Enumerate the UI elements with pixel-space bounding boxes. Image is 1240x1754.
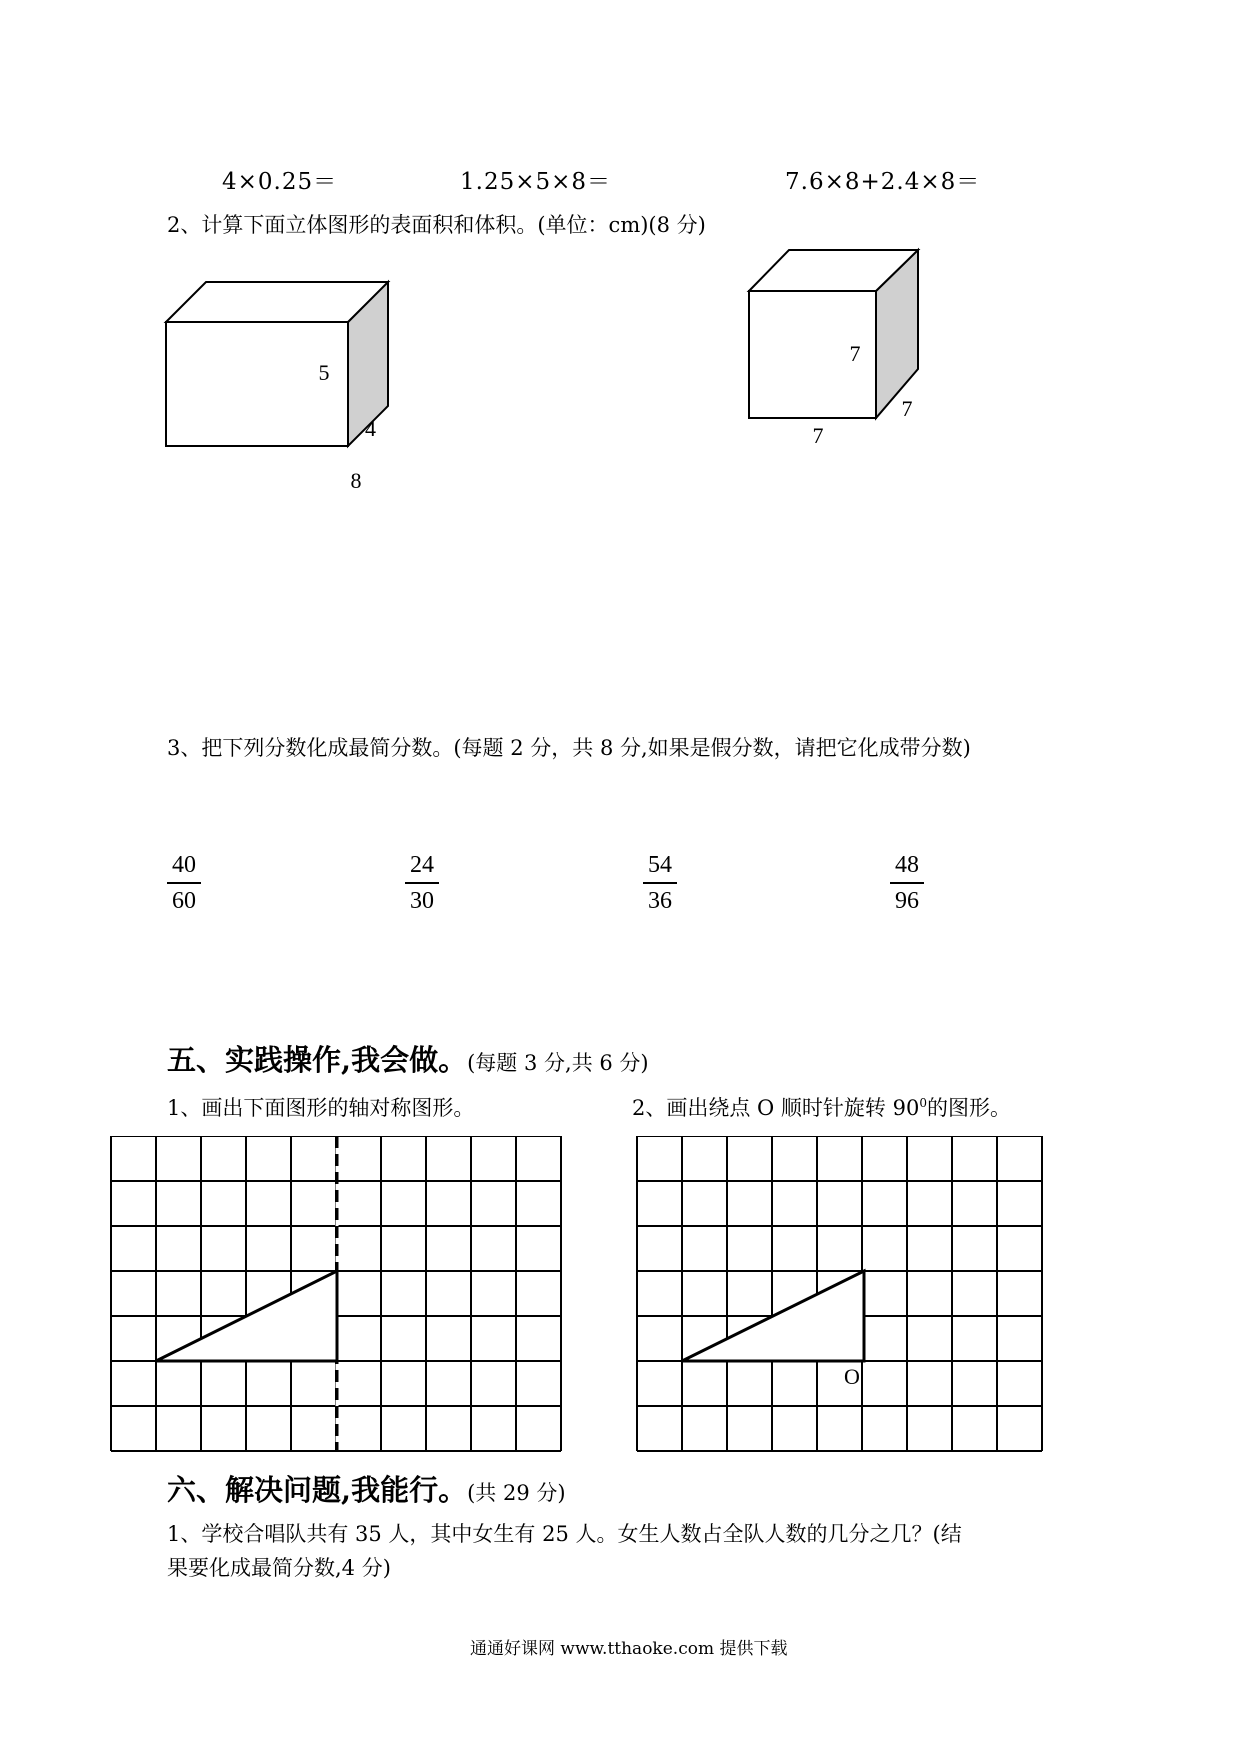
cuboid-figure xyxy=(150,270,450,490)
fraction-2 xyxy=(405,850,439,916)
cube-figure xyxy=(740,240,940,460)
fraction-3-numerator: 54 xyxy=(648,852,672,878)
fraction-3-bar xyxy=(643,882,677,884)
section-5-note: (每题 3 分,共 6 分) xyxy=(467,1051,649,1075)
fraction-3 xyxy=(643,850,677,916)
section-5-question-1: 1、画出下面图形的轴对称图形。 xyxy=(167,1096,475,1120)
fraction-2-bar xyxy=(405,882,439,884)
expression-3: 7.6×8+2.4×8＝ xyxy=(785,169,981,195)
symmetry-grid xyxy=(108,1136,564,1456)
section-5-question-2 xyxy=(632,1092,1011,1122)
fraction-1-bar xyxy=(167,882,201,884)
cuboid-length-label: 8 xyxy=(350,468,362,490)
fraction-1 xyxy=(167,850,201,916)
fraction-4-numerator: 48 xyxy=(895,852,919,878)
question-3-text: 3、把下列分数化成最简分数。(每题 2 分，共 8 分,如果是假分数，请把它化成带分数) xyxy=(167,736,971,760)
rotation-point-label: O xyxy=(844,1364,860,1389)
section-6-question-1-line-1: 1、学校合唱队共有 35 人，其中女生有 25 人。女生人数占全队人数的几分之几？(结 xyxy=(167,1522,962,1546)
fraction-1-numerator: 40 xyxy=(172,852,196,878)
section-6-title: 六、解决问题,我能行。 xyxy=(167,1473,468,1507)
section-6-question-1-line-2: 果要化成最简分数,4 分) xyxy=(167,1556,391,1580)
fraction-4-bar xyxy=(890,882,924,884)
cuboid-depth-label: 4 xyxy=(365,416,376,441)
fraction-2-numerator: 24 xyxy=(410,852,434,878)
cube-length-label: 7 xyxy=(812,423,824,448)
cube-depth-label: 7 xyxy=(901,396,913,421)
section-6-heading xyxy=(167,1468,566,1509)
fraction-4 xyxy=(890,850,924,916)
cuboid-height-label: 5 xyxy=(318,360,330,385)
fraction-1-denominator: 60 xyxy=(172,888,196,914)
question-2-text: 2、计算下面立体图形的表面积和体积。(单位：cm)(8 分) xyxy=(167,213,706,237)
fraction-3-denominator: 36 xyxy=(648,888,672,914)
fraction-2-denominator: 30 xyxy=(410,888,434,914)
rotation-grid xyxy=(636,1136,1052,1456)
cube-height-label: 7 xyxy=(849,341,861,366)
question-2-suffix: 的图形。 xyxy=(926,1096,1011,1120)
cuboid-top-face xyxy=(166,282,388,322)
section-5-title: 五、实践操作,我会做。 xyxy=(167,1043,468,1077)
footer-text: 通通好课网 www.tthaoke.com 提供下载 xyxy=(470,1639,788,1659)
fraction-4-denominator: 96 xyxy=(895,888,919,914)
expression-1: 4×0.25＝ xyxy=(222,169,338,195)
degree-superscript: 0 xyxy=(919,1096,927,1110)
section-6-note: (共 29 分) xyxy=(467,1481,566,1505)
section-5-heading xyxy=(167,1038,649,1079)
expression-2: 1.25×5×8＝ xyxy=(460,169,612,195)
question-2-prefix: 2、画出绕点 O 顺时针旋转 90 xyxy=(632,1096,920,1120)
